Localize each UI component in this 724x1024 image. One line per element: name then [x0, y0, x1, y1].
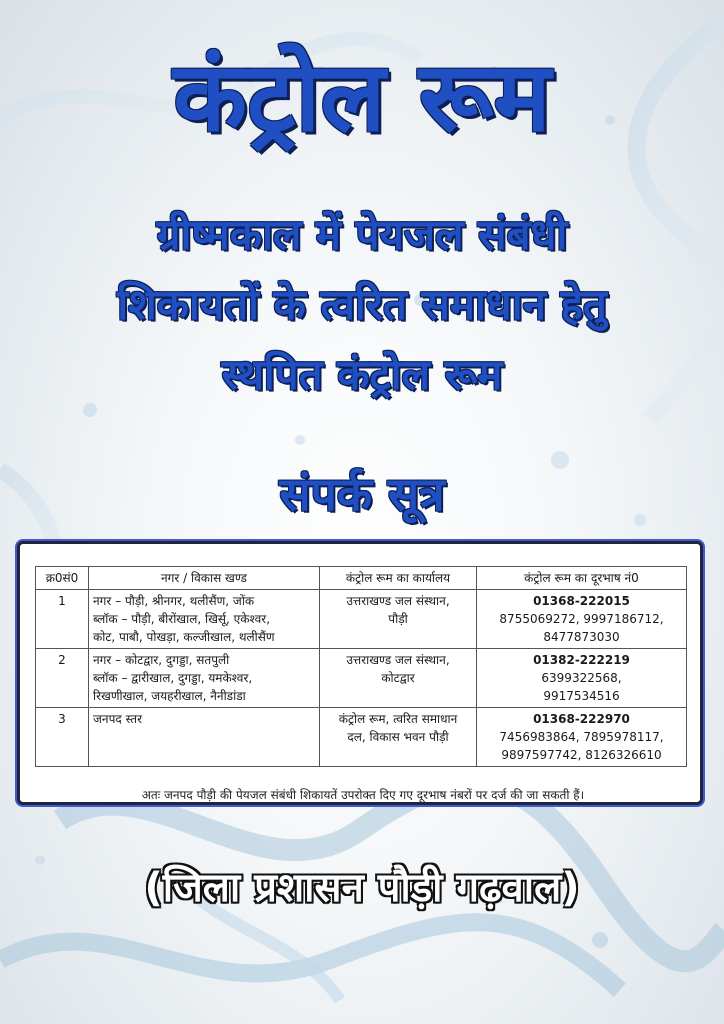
office-line: उत्तराखण्ड जल संस्थान,: [346, 653, 450, 667]
phone-other-line: 6399322568,: [541, 671, 622, 685]
table-header-row: [36, 567, 687, 590]
subtitle-line: शिकायतों के त्वरित समाधान हेतु: [117, 280, 607, 329]
row-phone: [477, 649, 687, 708]
phone-primary: 01382-222219: [533, 653, 630, 667]
header-serial: क्र0सं0: [36, 567, 89, 590]
office-line: पौड़ी: [388, 612, 408, 626]
issuer-credit: (जिला प्रशासन पौड़ी गढ़वाल): [144, 865, 580, 911]
phone-other-line: 7456983864, 7895978117,: [499, 730, 664, 744]
table-row: [36, 590, 687, 649]
office-line: कोटद्वार: [381, 671, 415, 685]
row-phone: [477, 708, 687, 767]
phone-other-line: 8477873030: [543, 630, 620, 644]
area-line: ब्लॉक – द्वारीखाल, दुगड्डा, यमकेश्वर,: [93, 671, 253, 685]
control-room-table-card: [17, 541, 703, 805]
row-serial: 3: [36, 708, 89, 767]
subtitle-line: स्थपित कंट्रोल रूम: [221, 350, 503, 399]
area-line: जनपद स्तर: [93, 712, 142, 726]
table-row: [36, 649, 687, 708]
area-line: ब्लॉक – पौड़ी, बीरोंखाल, खिर्सू, एकेश्वर,: [93, 612, 271, 626]
table-row: [36, 708, 687, 767]
row-office: [320, 649, 477, 708]
row-area: [89, 708, 320, 767]
poster-title: कंट्रोल रूम: [173, 41, 551, 153]
area-line: कोट, पाबौ, पोखड़ा, कल्जीखाल, थलीसैंण: [93, 630, 275, 644]
phone-other-line: 8755069272, 9997186712,: [499, 612, 664, 626]
phone-other-line: 9897597742, 8126326610: [501, 748, 662, 762]
header-phone: कंट्रोल रूम का दूरभाष नं0: [477, 567, 687, 590]
phone-primary: 01368-222015: [533, 594, 630, 608]
table-footnote: अतः जनपद पौड़ी की पेयजल संबंधी शिकायतें उपरोक्त दिए गए दूरभाष नंबरों पर दर्ज की जा सकती हैं।: [141, 788, 585, 802]
area-line: रिखणीखाल, जयहरीखाल, नैनीडांडा: [93, 689, 246, 703]
header-office: कंट्रोल रूम का कार्यालय: [320, 567, 477, 590]
row-area: [89, 590, 320, 649]
row-office: [320, 708, 477, 767]
control-room-table: [35, 566, 687, 767]
phone-primary: 01368-222970: [533, 712, 630, 726]
row-serial: 1: [36, 590, 89, 649]
header-area: नगर / विकास खण्ड: [89, 567, 320, 590]
row-office: [320, 590, 477, 649]
area-line: नगर – कोटद्वार, दुगड्डा, सतपुली: [93, 653, 230, 667]
row-phone: [477, 590, 687, 649]
office-line: उत्तराखण्ड जल संस्थान,: [346, 594, 450, 608]
contact-heading: संपर्क सूत्र: [279, 467, 445, 521]
subtitle-line: ग्रीष्मकाल में पेयजल संबंधी: [156, 210, 568, 259]
phone-other-line: 9917534516: [543, 689, 620, 703]
row-area: [89, 649, 320, 708]
office-line: कंट्रोल रूम, त्वरित समाधान: [338, 712, 458, 726]
area-line: नगर – पौड़ी, श्रीनगर, थलीसैंण, जोंक: [93, 594, 255, 608]
poster-subtitle: [0, 200, 724, 410]
row-serial: 2: [36, 649, 89, 708]
office-line: दल, विकास भवन पौड़ी: [347, 730, 449, 744]
